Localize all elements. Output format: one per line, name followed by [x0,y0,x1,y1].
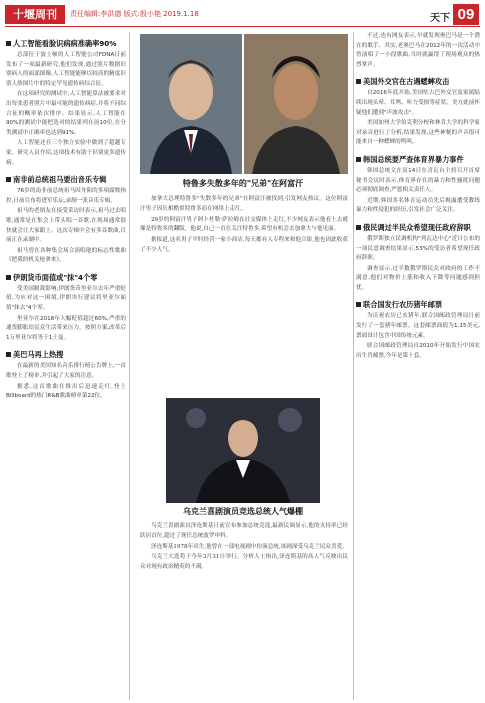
article [6,272,126,344]
article-heading: 南非前总统祖马要出音乐专辑 [6,174,126,185]
column-divider-left [129,32,130,700]
left-column [6,32,126,700]
article-paragraph: 乌克兰喜剧演员泽连斯基日前宣布参加总统竞选,最新民调显示,他的支持率已经跃居首位,超过了现任总统波罗申科。 [140,523,348,539]
article-paragraph: 人工智能还在三个独立实验中做到了超越专家。研究人员介绍,这项技术有助于识别更多遗传病。 [6,140,126,166]
article-paragraph: 在这项研究的测试中,人工智能算法被要求对出每张患者照片中最可能的遗传病症,并将不同综合征的概率依次排序。结果显示,人工智能在90%的测试中能把选对的结果列在前10位,在分类测试中正确率也达到91%。 [6,91,126,136]
article [356,222,480,294]
article-paragraph: 76岁的南非前总统祖马因身陷的多项腐败指控,日前宣布将进军乐坛,录制一张音乐专辑。 [6,188,126,204]
section-name: 天下 [430,13,450,24]
column-divider-right [353,32,354,700]
article-paragraph: 不过,也有网友表示,早就发现奥巴马是一个潜在的歌手。其实,老奥巴马在2012年的一次活动中曾演唱了一小段歌曲,当时就赢得了现场观众的热烈掌声。 [356,33,480,68]
article-heading: 美巴马再上热搜 [6,349,126,360]
article-paragraph: 据悉,这首歌曲在推出后迅速走红,登上Billboard的热门R&B歌曲榜单第22位。 [6,383,126,400]
article-paragraph: 近期,韩国多名体育运动员先后揭露遭受教练暴力和性侵犯的经历,引发社会广泛关注。 [356,197,480,214]
article-paragraph: 29岁的阿富汗男子阿卜杜勒·萨拉姆在社交媒体上走红,不少网友表示他看上去就像是特鲁多的翻版。他说,自己一直在关注特鲁多,希望有机会去加拿大与他见面。 [140,216,348,233]
article-heading: 人工智能看脸识病病准确率90% [6,38,126,49]
article-heading: 联合国发行农历猪年邮票 [356,299,480,310]
article-paragraph: 联合国邮政管理局自2010年开始发行中国农历生肖邮票,今年是第十套。 [356,343,480,359]
header-rule [5,26,480,27]
article [6,38,126,168]
article-heading: 韩国总统要严查体育界暴力事件 [356,154,480,165]
afghan-lookalike-photo [244,34,348,174]
article-paragraph: 在最新的美国知名音乐排行榜公告牌上,一首歌登上了榜单,并引起了大家的注意。 [6,363,126,380]
article-paragraph: 受美国制裁影响,伊朗货币里亚尔去年严重贬值,为应对这一困境,伊朗央行建议将里亚尔面值"抹去"4个零。 [6,285,126,312]
zelensky-photo [166,398,320,503]
article-heading: 俄民调过半民众希望现任政府辞职 [356,222,480,233]
article [6,349,126,401]
article-paragraph: 乌克兰大选将于今年3月31日举行。分析人士指出,泽连斯基的高人气反映出民众对现有政治精英的不满。 [140,554,348,571]
photo-caption-zelensky: 乌克兰喜剧演员竞选总统人气爆棚 [183,507,303,516]
article-paragraph: 祖马的老朋友在接受采访时表示,祖马过去唱歌,通常是在集会上带头唱一首歌,在现场通常很快就会让大家跟上。这次专辑中会有多首歌曲,目前正在录制中。 [6,208,126,244]
page-number: 09 [453,4,479,25]
article-paragraph: 为庆祝农历己亥猪年,联合国邮政管理局日前发行了一套猪年邮票。这套邮票面值为1.15美元,票面设计包含中国传统元素。 [356,313,480,339]
article-heading: 美国外交官在古遇蟋蟀攻击 [356,76,480,87]
photo-caption-trudeau: 特鲁多失散多年的"兄弟"在阿富汗 [182,179,304,188]
article-paragraph: 调查显示,过半数俄罗斯民众对政府的工作不满意,他们对物价上涨和收入下降等问题感到担忧。 [356,265,480,291]
page-header [0,0,485,28]
article-paragraph: 据报道,这名男子平时经营一家小商店,每天都有人专程来和他合影,他也因此收获了不少人气。 [140,237,348,253]
masthead: 十堰周刊 [5,5,65,24]
article-paragraph: 祖马曾在各种集会场合演唱他的标志性歌曲《把我的机关枪拿来》。 [6,247,126,264]
article-paragraph: 加拿大总理特鲁多"失散多年的兄弟"在阿富汗被找到,引发网友热议。这位阿富汗男子因长相酷似特鲁多而在网络上走红。 [140,196,348,212]
trudeau-photo [140,34,242,174]
editor-credits: 责任编辑:李洪德 版式:殷小艳 2019.1.18 [70,10,199,18]
article-paragraph: 总部位于波士顿的人工智能公司FDNA日前发布了一项最新研究,他们发现,通过照片数据识别病人的面部图像,人工智能能够以较高的精度识别人脸图片中的特定罕见遗传病综合征。 [6,52,126,87]
right-column [356,32,480,700]
article-heading: 伊朗货币面值或"抹"4个零 [6,272,126,283]
article [356,299,480,361]
article-paragraph: 自2016年底开始,美国驻古巴外交官及家属陆续出现头晕、耳鸣、听力受损等症状。美方此前怀疑他们遭到"声波攻击"。 [356,90,480,116]
middle-article-1 [140,195,348,257]
article-paragraph: 里亚尔在2018年大幅贬值超过60%,严重的通货膨胀给民众生活带来压力。按照方案,改革后1万里亚尔将等于1土曼。 [6,315,126,341]
article [356,76,480,148]
article-paragraph: 俄罗斯独立民调机构"列瓦达中心"近日公布的一项民意调查结果显示,53%的受访者希望现任政府辞职。 [356,235,480,262]
article-paragraph: 韩国总统文在寅14日在青瓦台主持召开首席秘书会议时表示,体育界存在的暴力和性骚扰问题必须彻底调查,严惩相关责任人。 [356,167,480,194]
article-paragraph: 泽连斯基1978年出生,他曾在一部电视剧中扮演总统,该剧深受乌克兰民众喜爱。 [151,543,348,550]
article [356,154,480,216]
article-paragraph: 美国加州大学伯克利分校和林肯大学的科学家对录音进行了分析,结果发现,这些神秘的声音很可能来自一种蟋蟀的鸣叫。 [356,120,480,146]
article [6,174,126,266]
middle-article-2 [140,522,348,574]
